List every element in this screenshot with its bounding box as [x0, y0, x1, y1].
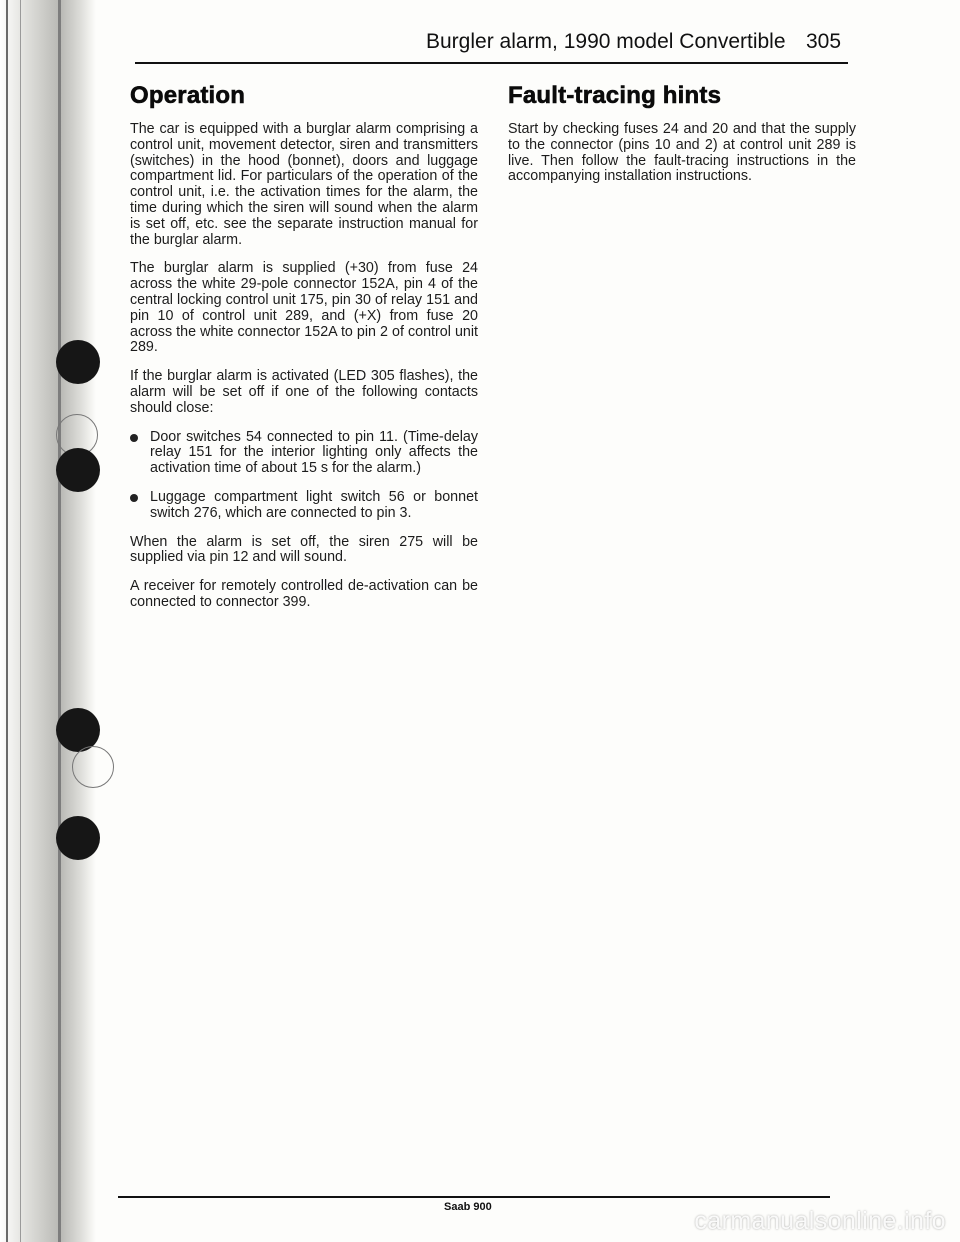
paragraph: A receiver for remotely controlled de-activation can be connected to connector 399. [130, 578, 478, 610]
paragraph: The car is equipped with a burglar alarm comprising a control unit, movement detector, siren and transmitters (switches) in the hood (bonnet), doors and luggage compartment lid. For particulars of the operation of the control unit, i.e. the activation times for the alarm, the time during which the siren will sound when the alarm is set off, etc. see the separate instruction manual for the burglar alarm. [130, 121, 478, 248]
page-number: 305 [806, 30, 842, 53]
right-column [508, 82, 856, 198]
paragraph: If the burglar alarm is activated (LED 305 flashes), the alarm will be set off if one of the following contacts should close: [130, 368, 478, 416]
left-column [130, 82, 478, 624]
contact-list [130, 430, 478, 522]
list-item-text: Luggage compartment light switch 56 or bonnet switch 276, which are connected to pin 3. [150, 488, 478, 521]
paragraph: The burglar alarm is supplied (+30) from fuse 24 across the white 29-pole connector 152A, pin 4 of the central locking control unit 175, pin 30 of relay 151 and pin 10 of control unit 289, and (+X) from fuse 20 across the white connector 152A to pin 2 of control unit 289. [130, 260, 478, 356]
list-item-text: Door switches 54 connected to pin 11. (Time-delay relay 151 for the interior lighting only affects the activation time of about 15 s for the alarm.) [150, 428, 478, 477]
bullet-icon [130, 494, 138, 502]
section-heading-operation: Operation [130, 82, 246, 109]
footer-text: Saab 900 [444, 1201, 492, 1213]
list-item [130, 490, 478, 522]
paragraph: When the alarm is set off, the siren 275 will be supplied via pin 12 and will sound. [130, 533, 478, 566]
binding-spine-line [6, 0, 8, 1242]
list-item [130, 430, 478, 477]
watermark-text: carmanualsonline.info [694, 1207, 946, 1235]
binding-spine-line [58, 0, 61, 1242]
bullet-icon [130, 434, 138, 442]
punch-ring-icon [72, 746, 114, 788]
punch-hole-icon [56, 448, 100, 492]
binding-spine-line [20, 0, 21, 1242]
running-header-title: Burgler alarm, 1990 model Convertible [426, 30, 786, 53]
page-binding-edge [0, 0, 96, 1242]
paragraph: Start by checking fuses 24 and 20 and that the supply to the connector (pins 10 and 2) at control unit 289 is live. Then follow the fault-tracing instructions in the accompanying installation instructions. [508, 121, 856, 185]
section-heading-fault-tracing: Fault-tracing hints [508, 82, 722, 109]
punch-hole-icon [56, 816, 100, 860]
footer-rule [118, 1196, 830, 1198]
header-rule [135, 62, 848, 64]
punch-hole-icon [56, 340, 100, 384]
